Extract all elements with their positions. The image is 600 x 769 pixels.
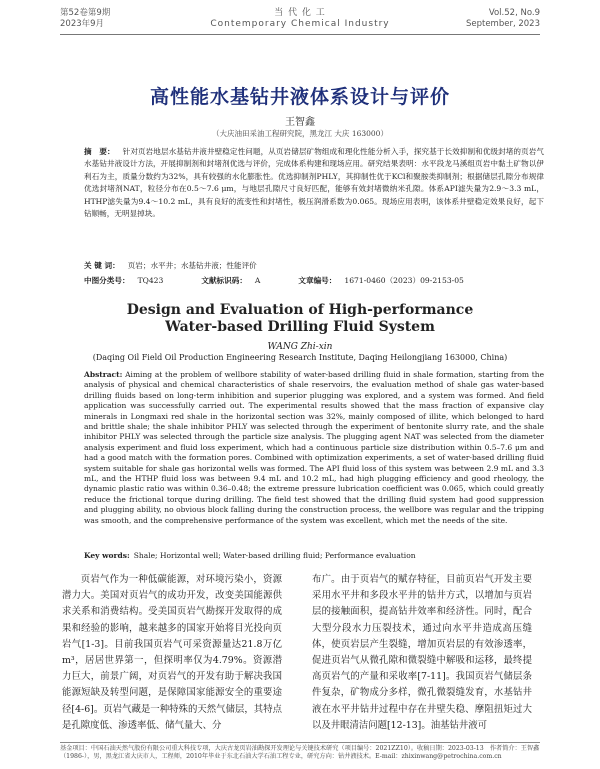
affiliation-en: (Daqing Oil Field Oil Production Engineering Research Institute, Daqing Heilongjiang 163000, China): [92, 353, 508, 362]
class-number: [84, 275, 163, 286]
header-rule: [60, 34, 540, 35]
paper-title-zh: 高性能水基钻井液体系设计与评价: [149, 86, 450, 108]
volume-issue-zh: 第52卷第9期: [60, 8, 111, 18]
abstract-label-zh: 摘 要：: [84, 147, 115, 156]
footnote: 基金项目：中国石油天然气股份有限公司重大科技专项，大庆古龙页岩油勘探开发理论与关键技术研究（项目编号：2021ZZ10）。收稿日期：2023-03-13 作者简介：王智鑫（1986-），男，黑龙江省大庆市人，工程师，2010年毕业于东北石油大学石油工程专业，研究方向：钻井液技术。E-mail：zhixinwang@petrochina.com.cn: [60, 742, 540, 762]
header-right: [466, 8, 540, 30]
abstract-en: [84, 370, 544, 526]
volume-issue-en: Vol.52, No.9: [488, 8, 540, 18]
paper-title-en-line1: Design and Evaluation of High-performance: [126, 302, 474, 318]
keywords-text-en: Shale; Horizontal well; Water-based drilling fluid; Performance evaluation: [133, 551, 416, 560]
keywords-zh: [84, 260, 544, 271]
journal-title-en: Contemporary Chemical Industry: [210, 19, 390, 29]
abstract-zh: [84, 146, 544, 220]
journal-title-zh: 当 代 化 工: [274, 8, 326, 18]
keywords-label-zh: 关 键 词：: [84, 261, 120, 270]
paper-title-en-line2: Water-based Drilling Fluid System: [165, 319, 435, 335]
document-code-label: 文献标识码：: [201, 276, 247, 285]
author-zh: 王智鑫: [285, 117, 315, 128]
class-number-label: 中图分类号：: [84, 276, 130, 285]
article-number: [298, 275, 463, 286]
document-code-value: A: [254, 276, 261, 285]
abstract-text-en: Aiming at the problem of wellbore stability of water-based drilling fluid in shale formation, starting from the analysis of physical and chemical characteristics of shale reservoirs, the evaluation method of shale gas water-based drilling fluids based on long-term inhibition and superior plugging was explored, and a system was formed. And field application was successfully carried out. The experimental results showed that the mass fraction of expansive clay minerals in Longmaxi red shale in the horizontal section was 32%, mainly composed of illite, which belonged to hard and brittle shale; the shale inhibitor PHLY was selected through the experiment of bentonite slurry rate, and the shale inhibitor PHLY was selected through the particle size analysis. The plugging agent NAT was selected from the diameter analysis experiment and fluid loss experiment, which had a continuous particle size distribution within 0.5–7.6 μm and had a good match with the formation pores. Combined with optimization experiments, a set of water-based drilling fluid system suitable for shale gas horizontal wells was formed. The API fluid loss of this system was between 2.9 mL and 3.3 mL, and the HTHP fluid loss was between 9.4 mL and 10.2 mL, had high plugging efficiency and good rheology, the dynamic plastic ratio was within 0.36–0.48; the extreme pressure lubrication coefficient was 0.065, which could greatly reduce the frictional torque during drilling. The field test showed that the drilling fluid system had good suppression and plugging ability, no obvious block falling during the construction process, the wellbore was regular and the tripping was smooth, and the comprehensive performance of the system was excellent, which met the needs of the site.: [84, 370, 545, 525]
keywords-text-zh: 页岩；水平井；水基钻井液；性能评价: [127, 261, 257, 270]
class-number-value: TQ423: [137, 276, 164, 285]
author-en: WANG Zhi-xin: [267, 342, 333, 352]
body-paragraph: 布广。由于页岩气的赋存特征，目前页岩气开发主要采用水平井和多段水平井的钻井方式，以增加与页岩层的接触面积，提高钻井效率和经济性。同时，配合大型分段水力压裂技术，通过向水平井造成高压缝体，使页岩层产生裂缝，增加页岩层的有效渗透率，促进页岩气从微孔隙和微裂缝中解吸和运移，最终提高页岩气的产量和采收率[7-11]。我国页岩气储层条件复杂，矿物成分多样，微孔微裂缝发育，水基钻井液在水平井钻井过程中存在井壁失稳、摩阻扭矩过大以及井眼清洁问题[12-13]。油基钻井液可: [312, 574, 532, 731]
abstract-text-zh: 针对页岩地层水基钻井液井壁稳定性问题，从页岩储层矿物组成和理化性能分析入手，探究基于长效抑制和优级封堵的页岩气水基钻井液设计方法，开展抑制剂和封堵剂优选与评价，完成体系构建和现场应用。研究结果表明：水平段龙马溪组页岩中黏土矿物以伊利石为主，质量分数约为32%，具有较强的水化膨胀性。优选抑制剂PHLY，其抑制性优于KCl和聚胺类抑制剂；根据储层孔隙分布规律优选封堵剂NAT，粒径分布在0.5～7.6 μm，与地层孔隙尺寸良好匹配，能够有效封堵微纳米孔隙。体系API滤失量为2.9～3.3 mL，HTHP滤失量为9.4～10.2 mL，具有良好的流变性和封堵性，极压润滑系数为0.065。现场应用表明，该体系井壁稳定效果良好，起下钻顺畅，无明显掉块。: [84, 147, 545, 219]
abstract-label-en: Abstract:: [84, 370, 123, 379]
keywords-en: [84, 551, 544, 560]
affiliation-zh: （大庆油田采油工程研究院，黑龙江 大庆 163000）: [212, 129, 388, 138]
page-header: [60, 8, 540, 38]
article-number-value: 1671-0460（2023）09-2153-05: [344, 276, 464, 285]
document-code: [201, 275, 260, 286]
date-en: September, 2023: [465, 19, 540, 29]
keywords-label-en: Key words:: [84, 551, 130, 560]
body-column-right: [312, 572, 532, 734]
body-paragraph: 页岩气作为一种低碳能源，对环境污染小，资源潜力大。美国对页岩气的成功开发，改变美国能源供求关系和消费结构。受美国页岩气勘探开发取得的成果和经验的影响，越来越多的国家开始将目光投向页岩气[1-3]。目前我国页岩气可采资源量达21.8万亿m³，居居世界第一，但探明率仅为4.79%。资源潜力巨大，前景广阔，对页岩气的开发有助于解决我国能源短缺及转型问题，是保障国家能源安全的重要途径[4-6]。页岩气藏是一种特殊的天然气储层，其特点是孔隙度低、渗透率低、储气量大、分: [62, 574, 282, 731]
paper-title-en: [0, 302, 600, 336]
date-zh: 2023年9月: [60, 19, 105, 29]
body-column-left: [62, 572, 282, 734]
classification-line: [84, 275, 544, 286]
article-number-label: 文章编号：: [298, 276, 337, 285]
